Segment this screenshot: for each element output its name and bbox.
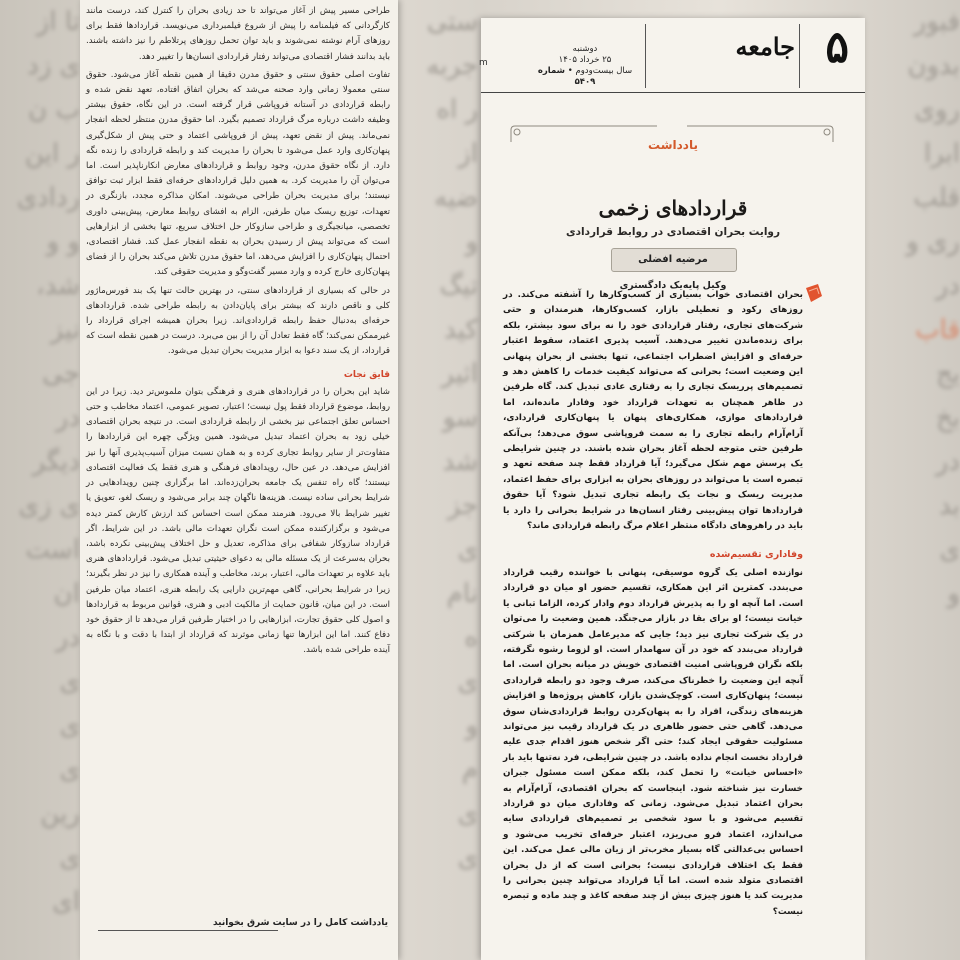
- background-right-column: [866, 0, 960, 960]
- background-word: ان: [53, 579, 80, 609]
- issue-day: دوشنبه: [572, 44, 598, 54]
- background-word: و: [947, 579, 960, 609]
- background-word: ی: [59, 843, 80, 873]
- right-newspaper-page: [481, 18, 865, 960]
- background-word: از: [458, 139, 478, 169]
- background-word: م: [461, 755, 478, 785]
- background-word: ی: [59, 755, 80, 785]
- background-word: ر این: [24, 139, 80, 169]
- background-word: جربه: [426, 51, 478, 81]
- masthead-divider: [645, 24, 646, 88]
- background-word: نام: [446, 579, 478, 609]
- background-word: بد: [939, 491, 960, 521]
- background-word: در: [935, 271, 960, 301]
- background-middle-column: [398, 0, 478, 960]
- background-word: دیگر: [32, 447, 80, 477]
- background-word: بدون: [907, 51, 960, 81]
- body-paragraph-2: نوازنده اصلی یک گروه موسیقی، پنهانی با خواننده رقیب قرارداد می‌بندد. کمترین اثر این همکاری، تقسیم حضور او میان دو قرارداد است. اما آنچه او را به پذیرش قرارداد دوم وادار کرده، الزاما تبانی یا خیانت نیست؛ او برای بقا در بازار می‌جنگد. همین وضعیت را می‌توان در یک شرکت تجاری نیز دید؛ جایی که مدیرعامل همزمان با شرکتی قرارداد می‌بندد که خود در آن سهامدار است. او لزوما رشوه نگرفته، بلکه نگران فروپاشی امنیت اقتصادی خویش در میانه بحران است. اما آنچه این وضعیت را خطرناک می‌کند، صرف وجود دو رابطه قراردادی نیست؛ پنهان‌کاری است. کوچک‌شدن بازار، کاهش پروژه‌ها و افزایش هزینه‌های زندگی، افراد را به پنهان‌کردن روابط قراردادی‌شان سوق می‌دهد. گاهی حتی حضور ظاهری در یک قرارداد رقیب نیز می‌تواند مسئولیت حقوقی ایجاد کند؛ حتی اگر شخص هنوز اقدام جدی علیه قرارداد نخست انجام نداده باشد. در چنین شرایطی، فرد نه‌تنها باید بار «احساس خیانت» را تحمل کند، بلکه ممکن است مسئول جبران خسارت نیز شناخته شود. اینجاست که بحران اقتصادی، آرام‌آرام به بحران اعتماد تبدیل می‌شود. زمانی که وفاداری میان دو قرارداد تقسیم می‌شود و با سود شخصی بر تصمیم‌های قراردادی سایه می‌اندازد، اعتماد فرو می‌ریزد، اعتبار حرفه‌ای تخریب می‌شود و احساس بی‌عدالتی گاه بسیار مخرب‌تر از زیان مالی عمل می‌کند. این فقط یک اختلاف قراردادی نیست؛ بحرانی است که از دل بحران اقتصادی متولد شده است. اما آیا قرارداد می‌تواند چنین بحرانی را مدیریت کند یا هنوز چیزی بیش از چند صفحه کاغذ و چند ماده و تبصره نیست؟: [503, 567, 803, 917]
- edge-mark: m: [479, 58, 488, 68]
- background-word: ضیه: [434, 183, 478, 213]
- background-word: رین: [40, 799, 80, 829]
- left-footer-rule: [98, 930, 278, 931]
- background-word: در: [55, 623, 80, 653]
- background-word: ی: [59, 711, 80, 741]
- background-word: قلب: [913, 183, 960, 213]
- left-subheading: قایق نجات: [343, 369, 390, 380]
- background-word: یج: [935, 359, 960, 389]
- background-word: شد: [442, 447, 478, 477]
- background-word: ردادی: [16, 183, 80, 213]
- article-body: [503, 288, 803, 920]
- background-word: تیگ: [439, 271, 478, 301]
- issue-info: دوشنبه ۲۵ خرداد ۱۴۰۵ سال بیست‌ودوم • شماره ۵۴۰۹: [533, 44, 637, 88]
- background-word: و و: [46, 227, 80, 257]
- background-left-column: [0, 0, 80, 960]
- background-word: ه: [464, 623, 478, 653]
- background-word: تا از: [36, 7, 80, 37]
- background-word: ی: [939, 535, 960, 565]
- background-word: ای: [52, 887, 80, 917]
- red-quote-icon: [803, 282, 825, 306]
- background-word: نیز: [50, 315, 80, 345]
- masthead: [481, 18, 865, 93]
- background-word: در: [935, 447, 960, 477]
- background-word: ی: [457, 843, 478, 873]
- page-number: ۵: [825, 22, 849, 73]
- background-word: شد،: [36, 271, 80, 301]
- article-subtitle: روایت بحران اقتصادی در روابط قراردادی: [565, 226, 780, 238]
- left-paragraph-2: تفاوت اصلی حقوق سنتی و حقوق مدرن دقیقا از همین نقطه آغاز می‌شود. حقوق سنتی معمولا زمانی وارد صحنه می‌شد که بحران اتفاق افتاده، تعهد نقض شده و رابطه قراردادی در آستانه فروپاشی قرار گرفته است. در این نگاه، حقوق بیشتر وظیفه داشت درباره مرگ قرارداد تصمیم بگیرد. اما حقوق مدرن منتظر لحظه انفجار نمی‌ماند. پیش از نقض تعهد، پیش از فروپاشی اعتماد و حتی پیش از شکل‌گیری پنهان‌کاری وارد عمل می‌شود تا بحران را مدیریت کند و رابطه قراردادی را زنده نگه دارد. از نگاه حقوق مدرن، وجود روابط و قراردادهای معارض انکارناپذیر است. اما می‌توان آن را مدیریت کرد. به همین دلیل قراردادهای حرفه‌ای فقط ابزار ثبت توافق نیستند؛ برای مدیریت بحران طراحی می‌شوند. امکان مذاکره مجدد، بازنگری در تعهدات، توزیع ریسک میان طرفین، الزام به افشای روابط معارض، پیش‌بینی داوری تخصصی، میانجیگری و طراحی سازوکار حل اختلاف سریع، تنها بخشی از ابزارهایی است که می‌تواند پیش از رسیدن بحران به نقطه انفجار عمل کند. فشار اقتصادی، احتمال پنهان‌کاری را افزایش می‌دهد، اما حقوق مدرن تلاش می‌کند بحران را از فضای پنهان‌کاری خارج کرده و وارد مسیر گفت‌وگو و مدیریت حقوقی کند.: [86, 69, 390, 278]
- background-word: ی زد: [27, 51, 80, 81]
- left-paragraph-3: در حالی که بسیاری از قراردادهای سنتی، در بهترین حالت تنها یک بند فورس‌ماژور کلی و ناقص دارند که بیشتر برای پایان‌دادن به رابطه طراحی شده. قراردادهای حرفه‌ای به‌دنبال حفظ رابطه قراردادی‌اند. زیرا بحران همیشه اجرای قرارداد را غیرممکن نمی‌کند؛ گاه فقط تعادل آن را از بین می‌برد. درست در همین نقطه است که قرارداد، از یک سند دعوا به ابزار مدیریت بحران تبدیل می‌شود.: [86, 285, 390, 357]
- left-paragraph-4: شاید این بحران را در قراردادهای هنری و فرهنگی بتوان ملموس‌تر دید. زیرا در این روابط، موضوع قرارداد فقط پول نیست؛ اعتبار، تصویر عمومی، اعتماد مخاطب و حتی احساس تعلق اجتماعی نیز بخشی از رابطه قراردادی است. در نتیجه بحران اقتصادی خیلی زود به بحران اعتماد تبدیل می‌شود. همین ویژگی چهره این قراردادها را متفاوت‌تر از سایر روابط تجاری کرده و به همان نسبت میزان آسیب‌پذیری آنها را نیز افزایش می‌دهد. در عین حال، رویدادهای فرهنگی و هنری فقط یک فعالیت اقتصادی نیستند؛ گاه راه تنفس یک جامعه بحران‌زده‌اند. اما برگزاری چنین رویدادهایی در شرایط بحرانی ساده نیست. هزینه‌ها ناگهان چند برابر می‌شود و ریسک لغو، تعویق یا تغییر شرایط بالا می‌رود. هنرمند ممکن است احساس کند ارزش کارش کمتر دیده می‌شود و برگزارکننده ممکن است نگران تعهدات مالی باشد. در این شرایط، اگر قرارداد سازوکار شفافی برای مذاکره، تعدیل و حل اختلاف پیش‌بینی نکرده باشد، بحران به‌سرعت از یک مسئله مالی به دعوای حیثیتی تبدیل می‌شود. قراردادهای هنری باید علاوه بر تعهدات مالی، اعتبار، برند، مخاطب و آینده همکاری را نیز در نظر بگیرند؛ زیرا در شرایط بحرانی، گاهی مهم‌ترین دارایی یک رابطه هنری، اعتماد میان طرفین است. در این میان، قانون حمایت از مالکیت ادبی و هنری، قوانین مربوط به قراردادها و اصول کلی حقوق تجارت، ابزارهایی را در اختیار طرفین قرار می‌دهد تا از حقوق خود دفاع کنند. اما این ابزارها تنها زمانی موثرند که قرارداد از ابتدا با دقت و با نگاه به آینده طراحی شده باشد.: [86, 386, 390, 656]
- background-word: کید: [444, 315, 478, 345]
- background-word: است: [25, 535, 80, 565]
- body-paragraph-1: بحران اقتصادی خواب بسیاری از کسب‌وکارها را آشفته می‌کند. در روزهای رکود و تعطیلی بازار، کسب‌وکارها، هنرمندان و حتی شرکت‌های تجاری، رفتار قراردادی خود را نه برای سود بیشتر، بلکه برای زنده‌ماندن تغییر می‌دهند. آسیب پذیری اعتماد، سقوط اعتبار حرفه‌ای و افزایش اضطراب اجتماعی، تنها بخشی از بحران پنهانی این وضعیت است؛ بحرانی که می‌تواند کیفیت خدمات را کاهش دهد و تصمیم‌های پرریسک تجاری را به رفتاری عادی تبدیل کند. گاه طرفین در ظاهر همچنان به تعهدات قرارداد خود وفادار مانده‌اند، اما قراردادهای موازی، همکاری‌های پنهان یا پنهان‌کاری قراردادی، آرام‌آرام رابطه تجاری را به سمت فروپاشی سوق می‌دهد؛ بی‌آنکه طرفین حتی متوجه لحظه آغاز بحران شده باشند. در چنین شرایطی یک پرسش مهم شکل می‌گیرد؛ آیا قرارداد فقط چند صفحه تعهد و تبصره است یا می‌تواند در روزهای بحران به ابزاری برای حفظ اعتماد، مدیریت ریسک و نجات یک رابطه تجاری تبدیل شود؟ آیا حقوق قراردادها توان پیش‌بینی رفتار انسان‌ها در شرایط بحرانی را دارد یا باید در راهروهای دادگاه منتظر اعلام مرگ رابطه قراردادی ماند؟: [503, 290, 803, 532]
- background-word: ب ن: [28, 95, 80, 125]
- background-word: اثیر: [441, 359, 478, 389]
- background-word: ری و: [906, 227, 960, 257]
- background-word: ی: [457, 535, 478, 565]
- background-word: ی: [59, 667, 80, 697]
- background-word: ی: [457, 667, 478, 697]
- background-word: سو: [442, 403, 478, 433]
- background-word: روی: [914, 95, 960, 125]
- background-word: در: [55, 403, 80, 433]
- author-role: وکیل پایه‌یک دادگستری: [619, 280, 727, 291]
- issue-number: شماره ۵۴۰۹: [537, 66, 596, 87]
- note-label: یادداشت: [648, 138, 698, 152]
- background-word: ر اه: [436, 95, 478, 125]
- section-title: جامعه: [735, 32, 795, 61]
- left-clipping-text: [86, 4, 390, 662]
- article-title: قراردادهای زخمی: [598, 196, 748, 220]
- background-word: ی زی: [18, 491, 80, 521]
- background-word: و: [465, 711, 478, 741]
- masthead-divider: [799, 24, 800, 88]
- left-footer-note: یادداشت کامل را در سایت شرق بخوانید: [212, 918, 388, 928]
- background-word: ابرا: [923, 139, 960, 169]
- issue-date: ۲۵ خرداد ۱۴۰۵: [558, 55, 612, 65]
- issue-year: سال بیست‌ودوم: [575, 66, 633, 76]
- background-word: ستی: [426, 7, 478, 37]
- background-word: و: [465, 227, 478, 257]
- left-paragraph-1: طراحی مسیر پیش از آغاز می‌تواند تا حد زیادی بحران را کنترل کند، درست مانند کارگردانی که فیلمنامه را پیش از شروع فیلمبرداری می‌نویسد. قراردادها فقط برای روزهای آرام نوشته نمی‌شوند و باید توان تحمل روزهای پرتلاطم را نیز داشته باشند. باید بدانند فشار اقتصادی می‌تواند رفتار قراردادی انسان‌ها را تغییر دهد.: [86, 6, 390, 62]
- background-red-word: قاب: [915, 315, 960, 345]
- background-word: بخ: [935, 403, 960, 433]
- author-name: مرضیه افضلی: [638, 254, 708, 265]
- left-newspaper-clipping: [80, 0, 398, 960]
- background-word: جز: [447, 491, 478, 521]
- background-word: ی: [457, 799, 478, 829]
- background-word: فبور: [913, 7, 960, 37]
- body-subheading: وفاداری تقسیم‌شده: [709, 548, 803, 560]
- background-word: جی: [42, 359, 80, 389]
